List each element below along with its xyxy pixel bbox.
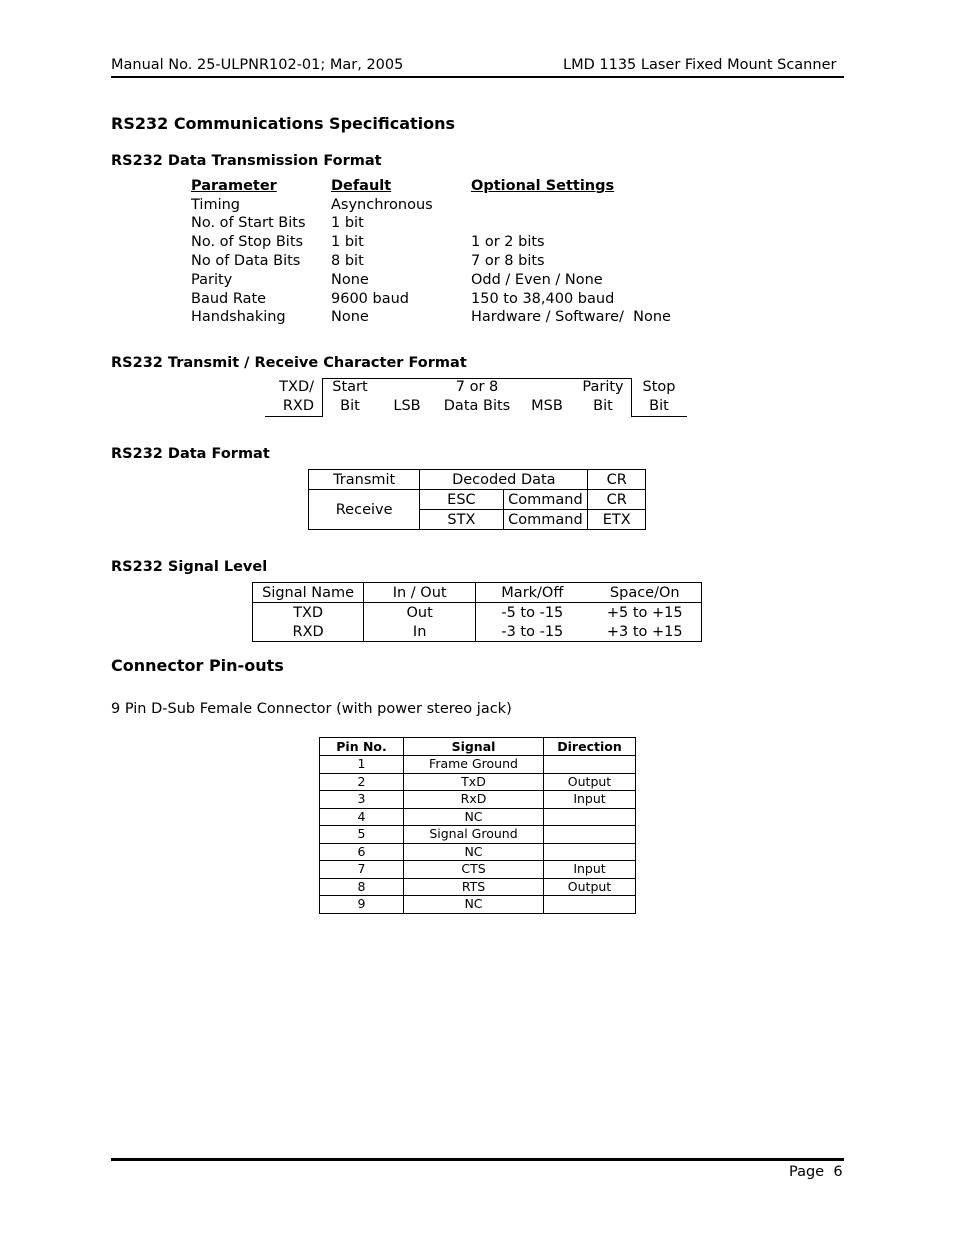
esc-cell: ESC (420, 490, 503, 510)
table-row (320, 756, 636, 774)
header-rule (111, 76, 844, 78)
cr-cell: CR (588, 470, 646, 490)
signal-name-cell: RXD (292, 623, 324, 640)
parameter-cell: No. of Stop Bits (191, 234, 304, 251)
data-bits-label: Data Bits (443, 398, 511, 414)
parameter-cell: Parity (191, 271, 233, 288)
data-format-title: RS232 Data Format (111, 446, 270, 462)
start-bit-label: Bit (340, 398, 360, 414)
transmission-title: RS232 Data Transmission Format (111, 153, 382, 169)
table-row (320, 773, 636, 791)
pin-cell: 1 (320, 756, 404, 774)
direction-cell (544, 826, 636, 844)
direction-cell: Output (544, 773, 636, 791)
parameter-cell: Handshaking (191, 309, 286, 326)
parity-bit-label: Bit (593, 398, 613, 414)
direction-cell: Output (544, 878, 636, 896)
default-cell: 1 bit (331, 234, 364, 251)
pin-cell: 7 (320, 861, 404, 879)
page-number: Page 6 (789, 1164, 843, 1180)
signal-cell: CTS (404, 861, 544, 879)
table-row (320, 843, 636, 861)
direction-cell: Input (544, 861, 636, 879)
table-row (191, 213, 681, 232)
footer-rule (111, 1158, 844, 1161)
parameter-cell: Timing (191, 196, 240, 213)
signal-cell: Frame Ground (404, 756, 544, 774)
signal-level-table (252, 582, 702, 642)
default-cell: 8 bit (331, 252, 364, 269)
direction-cell (544, 896, 636, 914)
header-in-out: In / Out (364, 583, 476, 603)
txd-label: TXD/ (279, 379, 314, 395)
optional-cell: 150 to 38,400 baud (471, 290, 615, 307)
start-label: Start (332, 379, 368, 395)
table-row (320, 808, 636, 826)
space-on-cell: +3 to +15 (606, 623, 683, 640)
stop-line (631, 416, 687, 417)
table-row (253, 583, 702, 603)
pin-cell: 9 (320, 896, 404, 914)
mark-off-cell: -5 to -15 (476, 603, 589, 623)
stx-cell: STX (420, 510, 503, 530)
signal-cell: RTS (404, 878, 544, 896)
parameter-cell: No of Data Bits (191, 252, 301, 269)
receive-cell: Receive (309, 490, 420, 530)
header-product-name: LMD 1135 Laser Fixed Mount Scanner (563, 57, 837, 73)
command-cell: Command (503, 490, 588, 510)
table-row (191, 288, 681, 307)
optional-cell: Odd / Even / None (471, 271, 603, 288)
default-cell: 9600 baud (331, 290, 409, 307)
table-row (253, 622, 702, 642)
table-row (320, 861, 636, 879)
default-cell: Asynchronous (331, 196, 433, 213)
parameter-cell: Baud Rate (191, 290, 267, 307)
command-cell: Command (503, 510, 588, 530)
mark-off-cell: -3 to -15 (476, 622, 589, 642)
pin-cell: 3 (320, 791, 404, 809)
table-row (191, 194, 681, 213)
header-mark-off: Mark/Off (476, 583, 589, 603)
header-direction: Direction (544, 738, 636, 756)
char-format-title: RS232 Transmit / Receive Character Format (111, 355, 467, 371)
table-row (191, 307, 681, 326)
direction-cell (544, 756, 636, 774)
pin-cell: 5 (320, 826, 404, 844)
pin-cell: 2 (320, 773, 404, 791)
table-row (191, 250, 681, 269)
in-out-cell: In (364, 622, 476, 642)
default-cell: None (331, 271, 369, 288)
header-signal: Signal (404, 738, 544, 756)
header-signal-name: Signal Name (253, 583, 364, 603)
header-manual-number: Manual No. 25-ULPNR102-01; Mar, 2005 (111, 57, 404, 73)
pinouts-table (319, 737, 636, 914)
parameter-cell: No. of Start Bits (191, 215, 306, 232)
header-optional-settings: Optional Settings (471, 177, 615, 194)
header-parameter: Parameter (191, 177, 277, 194)
optional-cell: Hardware / Software/ None (471, 309, 671, 326)
signal-cell: NC (404, 896, 544, 914)
transmission-header-row (191, 175, 681, 194)
direction-cell (544, 843, 636, 861)
space-on-cell: +5 to +15 (606, 604, 683, 621)
default-cell: None (331, 309, 369, 326)
pin-cell: 4 (320, 808, 404, 826)
direction-cell: Input (544, 791, 636, 809)
default-cell: 1 bit (331, 215, 364, 232)
pinouts-title: Connector Pin-outs (111, 656, 284, 675)
header-pin-no: Pin No. (320, 738, 404, 756)
stop-label: Stop (642, 379, 676, 395)
etx-cell: ETX (588, 510, 646, 530)
table-row (191, 269, 681, 288)
table-row (320, 791, 636, 809)
pin-cell: 6 (320, 843, 404, 861)
table-row (253, 603, 702, 623)
signal-cell: NC (404, 808, 544, 826)
transmit-cell: Transmit (309, 470, 420, 490)
direction-cell (544, 808, 636, 826)
in-out-cell: Out (364, 603, 476, 623)
pinouts-caption: 9 Pin D-Sub Female Connector (with power stereo jack) (111, 701, 512, 717)
signal-level-title: RS232 Signal Level (111, 559, 268, 575)
table-row (320, 738, 636, 756)
optional-cell (471, 213, 681, 232)
signal-cell: TxD (404, 773, 544, 791)
table-row (320, 878, 636, 896)
table-row (191, 231, 681, 250)
decoded-data-cell: Decoded Data (420, 470, 588, 490)
table-row (309, 490, 646, 510)
table-row (320, 896, 636, 914)
section-title: RS232 Communications Specifications (111, 114, 456, 133)
rxd-label: RXD (282, 398, 314, 414)
transmission-table (191, 175, 681, 325)
msb-label: MSB (531, 398, 563, 414)
data-format-table (308, 469, 646, 530)
stop-bit-label: Bit (649, 398, 669, 414)
parity-label: Parity (582, 379, 624, 395)
header-default: Default (331, 177, 392, 194)
stop-edge (631, 378, 632, 417)
optional-cell: 1 or 2 bits (471, 234, 545, 251)
data-bits-count-label: 7 or 8 (455, 379, 499, 395)
optional-cell (471, 194, 681, 213)
pin-cell: 8 (320, 878, 404, 896)
optional-cell: 7 or 8 bits (471, 252, 545, 269)
lsb-label: LSB (393, 398, 421, 414)
signal-cell: Signal Ground (404, 826, 544, 844)
table-row (320, 826, 636, 844)
table-row (309, 470, 646, 490)
header-space-on: Space/On (589, 583, 702, 603)
idle-line (265, 416, 322, 417)
start-edge (322, 378, 323, 417)
signal-cell: RxD (404, 791, 544, 809)
signal-cell: NC (404, 843, 544, 861)
signal-name-cell: TXD (293, 604, 324, 621)
cr-cell: CR (588, 490, 646, 510)
